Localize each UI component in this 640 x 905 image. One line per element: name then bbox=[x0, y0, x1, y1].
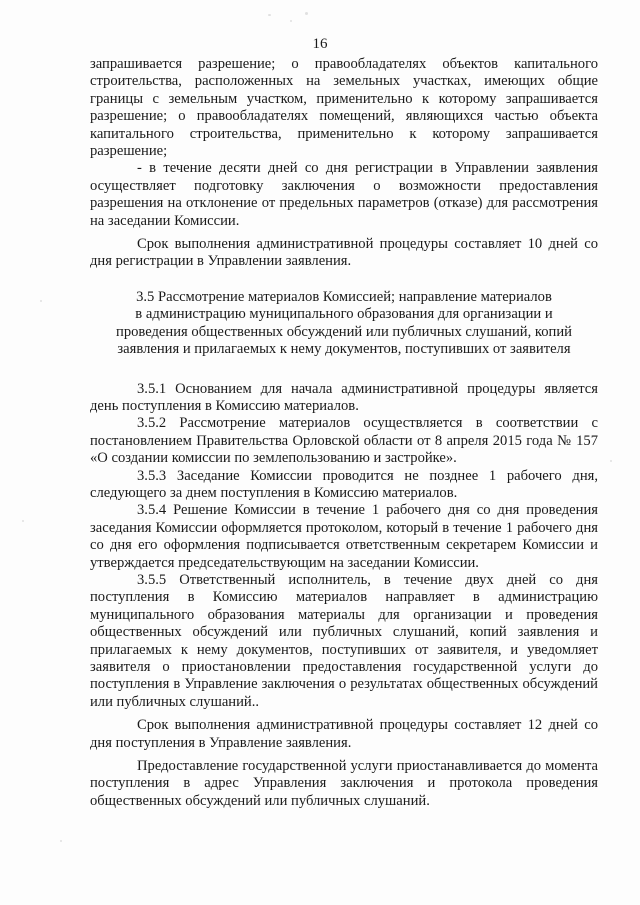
paragraph: Предоставление государственной услуги приостанавливается до момента поступления в адрес Управления заключения и протокола проведения общественных обсуждений или публичных слушаний. bbox=[90, 758, 598, 809]
section-heading bbox=[90, 289, 598, 359]
document-body bbox=[90, 56, 598, 810]
paragraph: - в течение десяти дней со дня регистрации в Управлении заявления осуществляет подготовку заключения о возможности предоставления разрешения на отклонение от предельных параметров (отказе) для рассмотрения на заседании Комиссии. bbox=[90, 160, 598, 229]
scan-speck bbox=[60, 840, 62, 842]
clause-3-5-2: 3.5.2 Рассмотрение материалов осуществляется в соответствии с постановлением Правительства Орловской области от 8 апреля 2015 года № 157 «О создании комиссии по землепользованию и застройке». bbox=[90, 415, 598, 467]
spacer bbox=[90, 271, 598, 289]
clause-3-5-1: 3.5.1 Основанием для начала административной процедуры является день поступления в Комиссию материалов. bbox=[90, 380, 598, 414]
section-heading-line: заявления и прилагаемых к нему документов, поступивших от заявителя bbox=[117, 341, 571, 358]
section-heading-line: 3.5 Рассмотрение материалов Комиссией; направление материалов bbox=[136, 288, 552, 305]
paragraph: Срок выполнения административной процедуры составляет 10 дней со дня регистрации в Управлении заявления. bbox=[90, 236, 598, 270]
spacer bbox=[90, 359, 598, 381]
clause-3-5-5: 3.5.5 Ответственный исполнитель, в течение двух дней со дня поступления в Комиссию материалов направляет в администрацию муниципального образования материалы для организации и проведения общественных обсуждений или публичных слушаний, копий заявления и прилагаемых к нему документов, поступивших от заявителя, и уведомляет заявителя о приостановлении предоставления государственной услуги до поступления в Управление заключения о результатах общественных обсуждений или публичных слушаний.. bbox=[90, 571, 598, 710]
scan-speck bbox=[40, 300, 42, 302]
page-number: 16 bbox=[312, 36, 328, 52]
clause-3-5-4: 3.5.4 Решение Комиссии в течение 1 рабочего дня со дня проведения заседания Комиссии оформляется протоколом, который в течение 1 рабочего дня со дня его оформления подписывается ответственным секретарем Комиссии и утверждается председательствующим на заседании Комиссии. bbox=[90, 502, 598, 571]
clause-3-5-3: 3.5.3 Заседание Комиссии проводится не позднее 1 рабочего дня, следующего за днем поступления в Комиссию материалов. bbox=[90, 467, 598, 501]
scan-speck bbox=[305, 12, 308, 15]
scan-speck bbox=[22, 520, 24, 522]
paragraph: Срок выполнения административной процедуры составляет 12 дней со дня поступления в Управление заявления. bbox=[90, 717, 598, 751]
scan-speck bbox=[268, 14, 271, 16]
scan-speck bbox=[610, 460, 612, 462]
section-heading-line: проведения общественных обсуждений или публичных слушаний, копий bbox=[116, 323, 572, 340]
scan-speck bbox=[290, 20, 292, 22]
paragraph: запрашивается разрешение; о правообладателях объектов капитального строительства, расположенных на земельных участках, имеющих общие границы с земельным участком, применительно к которому запрашивается разрешение; о правообладателях помещений, являющихся частью объекта капитального строительства, применительно к которому запрашивается разрешение; bbox=[90, 56, 598, 160]
section-heading-line: в администрацию муниципального образования для организации и bbox=[135, 306, 553, 323]
